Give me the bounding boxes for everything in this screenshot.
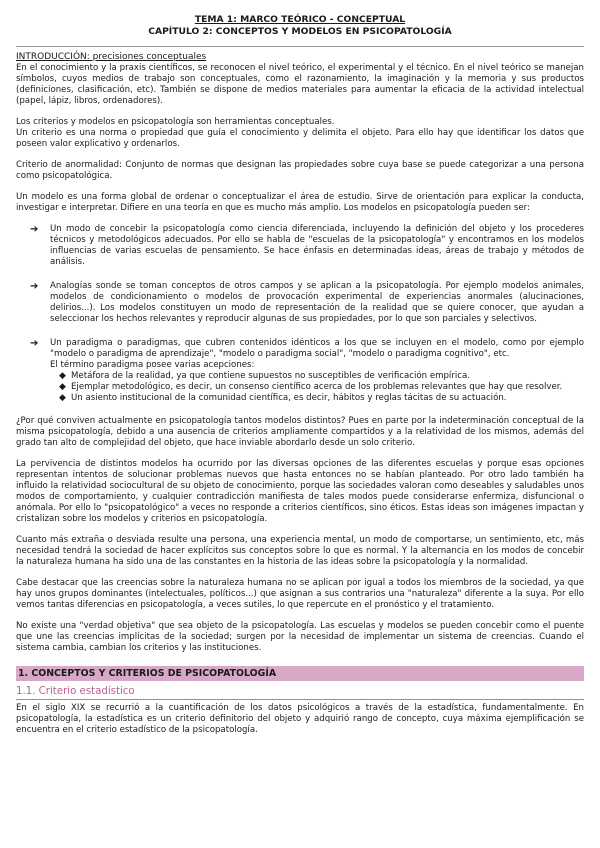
intro-paragraph-4: Un modelo es una forma global de ordenar o conceptualizar el área de estudio. Sirve de orientación para explicar la conducta, investigar e interpretar. Difiere en una teoría en que es mucho más amplio. Los modelos en psicopatología pueden ser: [16, 192, 584, 213]
list-item [16, 281, 584, 325]
paradigm-intro: El término paradigma posee varias acepciones: [50, 360, 255, 370]
sublist-item [50, 371, 584, 382]
body-paragraph-5: ¿Por qué conviven actualmente en psicopatología tantos modelos distintos? Pues en parte por la indeterminación conceptual de la misma psicopatología, debido a una ausencia de criterios ampliamente compartidos y a la relatividad de los mismos, además del grado tan alto de complejidad del objeto, que hace inviable abordarlo desde un solo criterio. [16, 416, 584, 448]
sublist-item [50, 382, 584, 393]
list-item [16, 338, 584, 404]
section-paragraph: En el siglo XIX se recurrió a la cuantificación de los datos psicológicos a través de la estadística, fundamentalmente. En psicopatología, la estadística es un criterio definitorio del objeto y adquirió rango de concepto, cuya máxima ejemplificación se encuentra en el criterio estadístico de la psicopatología. [16, 703, 584, 735]
diamond-bullet-icon: ◆ [59, 382, 66, 392]
diamond-bullet-icon: ◆ [59, 371, 66, 381]
intro-paragraph-2a: Los criterios y modelos en psicopatología son herramientas conceptuales. [16, 117, 335, 127]
chapter-title: CAPÍTULO 2: CONCEPTOS Y MODELOS EN PSICOPATOLOGÍA [148, 26, 452, 37]
arrow-icon: ➔ [30, 224, 39, 235]
body-paragraph-6: La pervivencia de distintos modelos ha ocurrido por las diversas opciones de las diferentes escuelas y porque esas opciones representan intentos de solucionar problemas nuevos que hasta entonces no se habían planteado. Por otro lado también ha influido la relatividad sociocultural de su objeto de conocimiento, porque las sociedades valoran como deseables y saludables unos modos de comportamiento, y cualquier contradicción manifiesta de tales modos puede considerarse enfermiza, disfuncional o anómala. Por ello lo "psicopatológico" a veces no responde a criterios científicos, sino éticos. Estas ideas son imágenes impactan y cristalizan sobre los modelos y criterios en psicopatología. [16, 459, 584, 524]
list-item [16, 224, 584, 268]
subsection-heading: 1.1. Criterio estadístico [16, 685, 584, 700]
intro-paragraph-1: En el conocimiento y la praxis científicos, se reconocen el nivel teórico, el experimental y el técnico. En el nivel teórico se manejan símbolos, cuyos medios de trabajo son conceptuales, como el razonamiento, la imaginación y la memoria y sus productos (definiciones, clasificación, etc). También se dispone de medios materiales para aumentar la eficacia de la actividad intelectual (papel, lápiz, libros, ordenadores). [16, 63, 584, 106]
body-paragraph-9: No existe una "verdad objetiva" que sea objeto de la psicopatología. Las escuelas y modelos se pueden concebir como el puente que une las creencias implícitas de la sociedad; surgen por la necesidad de implementar un sistema de creencias. Cuando el sistema cambia, cambian los criterios y las instituciones. [16, 621, 584, 653]
list-item-text: Analogías sonde se toman conceptos de otros campos y se aplican a la psicopatología. Por ejemplo modelos animales, modelos de condicionamiento o modelos de provocación experimental de experiencias anormales (alucinaciones, delirios...). Los modelos constituyen un modo de representación de la realidad que se quiere conocer, que ayudan a seleccionar los hechos relevantes y reproducir algunas de sus propiedades, por lo que son parciales y selectivos. [50, 281, 584, 324]
paradigm-sublist [50, 371, 584, 404]
arrow-icon: ➔ [30, 338, 39, 349]
header-divider [16, 46, 584, 47]
sublist-item-text: Un asiento institucional de la comunidad científica, es decir, hábitos y reglas tácitas de su actuación. [71, 393, 507, 403]
body-paragraph-8: Cabe destacar que las creencias sobre la naturaleza humana no se aplican por igual a todos los miembros de la sociedad, ya que hay unos grupos dominantes (intelectuales, políticos...) que asignan a sus contrarios una "naturaleza" diferente a la suya. Por ello vemos tantas diferencias en psicopatología, a veces sutiles, lo que repercute en el pronóstico y el tratamiento. [16, 578, 584, 610]
intro-paragraph-2b: Un criterio es una norma o propiedad que guía el conocimiento y delimita el objeto. Para ello hay que identificar los datos que poseen valor explicativo y ordenarlos. [16, 128, 584, 149]
document-title: TEMA 1: MARCO TEÓRICO - CONCEPTUAL [194, 14, 406, 25]
body-paragraph-7: Cuanto más extraña o desviada resulte una persona, una experiencia mental, un modo de comportarse, un sentimiento, etc, más necesidad tendrá la sociedad de hacer explícitos sus conceptos sobre lo que es normal. Y la alternancia en los modos de concebir la naturaleza humana ha sido una de las constantes en la historia de las ideas sobre la psicopatología y la normalidad. [16, 535, 584, 567]
sublist-item-text: Metáfora de la realidad, ya que contiene supuestos no susceptibles de verificación empírica. [71, 371, 470, 381]
model-list [16, 224, 584, 404]
list-item-text: Un modo de concebir la psicopatología como ciencia diferenciada, incluyendo la definición del objeto y los procederes técnicos y metodológicos adecuados. Por ello se habla de "escuelas de la psicopatología" y encontramos en los modelos influencias de varias escuelas de pensamiento. Se hace énfasis en determinadas ideas, áreas de trabajo y métodos de análisis. [50, 224, 584, 267]
sublist-item-text: Ejemplar metodológico, es decir, un consenso científico acerca de los problemas relevantes que hay que resolver. [71, 382, 563, 392]
intro-paragraph-3: Criterio de anormalidad: Conjunto de normas que designan las propiedades sobre cuya base se puede categorizar a una persona como psicopatológica. [16, 160, 584, 181]
list-item-text: Un paradigma o paradigmas, que cubren contenidos idénticos a los que se incluyen en el modelo, como por ejemplo "modelo o paradigma de aprendizaje", "modelo o paradigma social", "modelo o paradigma cognitivo", etc. [50, 338, 584, 359]
intro-heading: INTRODUCCIÓN: precisiones conceptuales [16, 52, 207, 62]
document-page [16, 14, 584, 746]
diamond-bullet-icon: ◆ [59, 393, 66, 403]
arrow-icon: ➔ [30, 281, 39, 292]
section-heading: 1. CONCEPTOS Y CRITERIOS DE PSICOPATOLOGÍA [16, 666, 584, 681]
sublist-item [50, 393, 584, 404]
